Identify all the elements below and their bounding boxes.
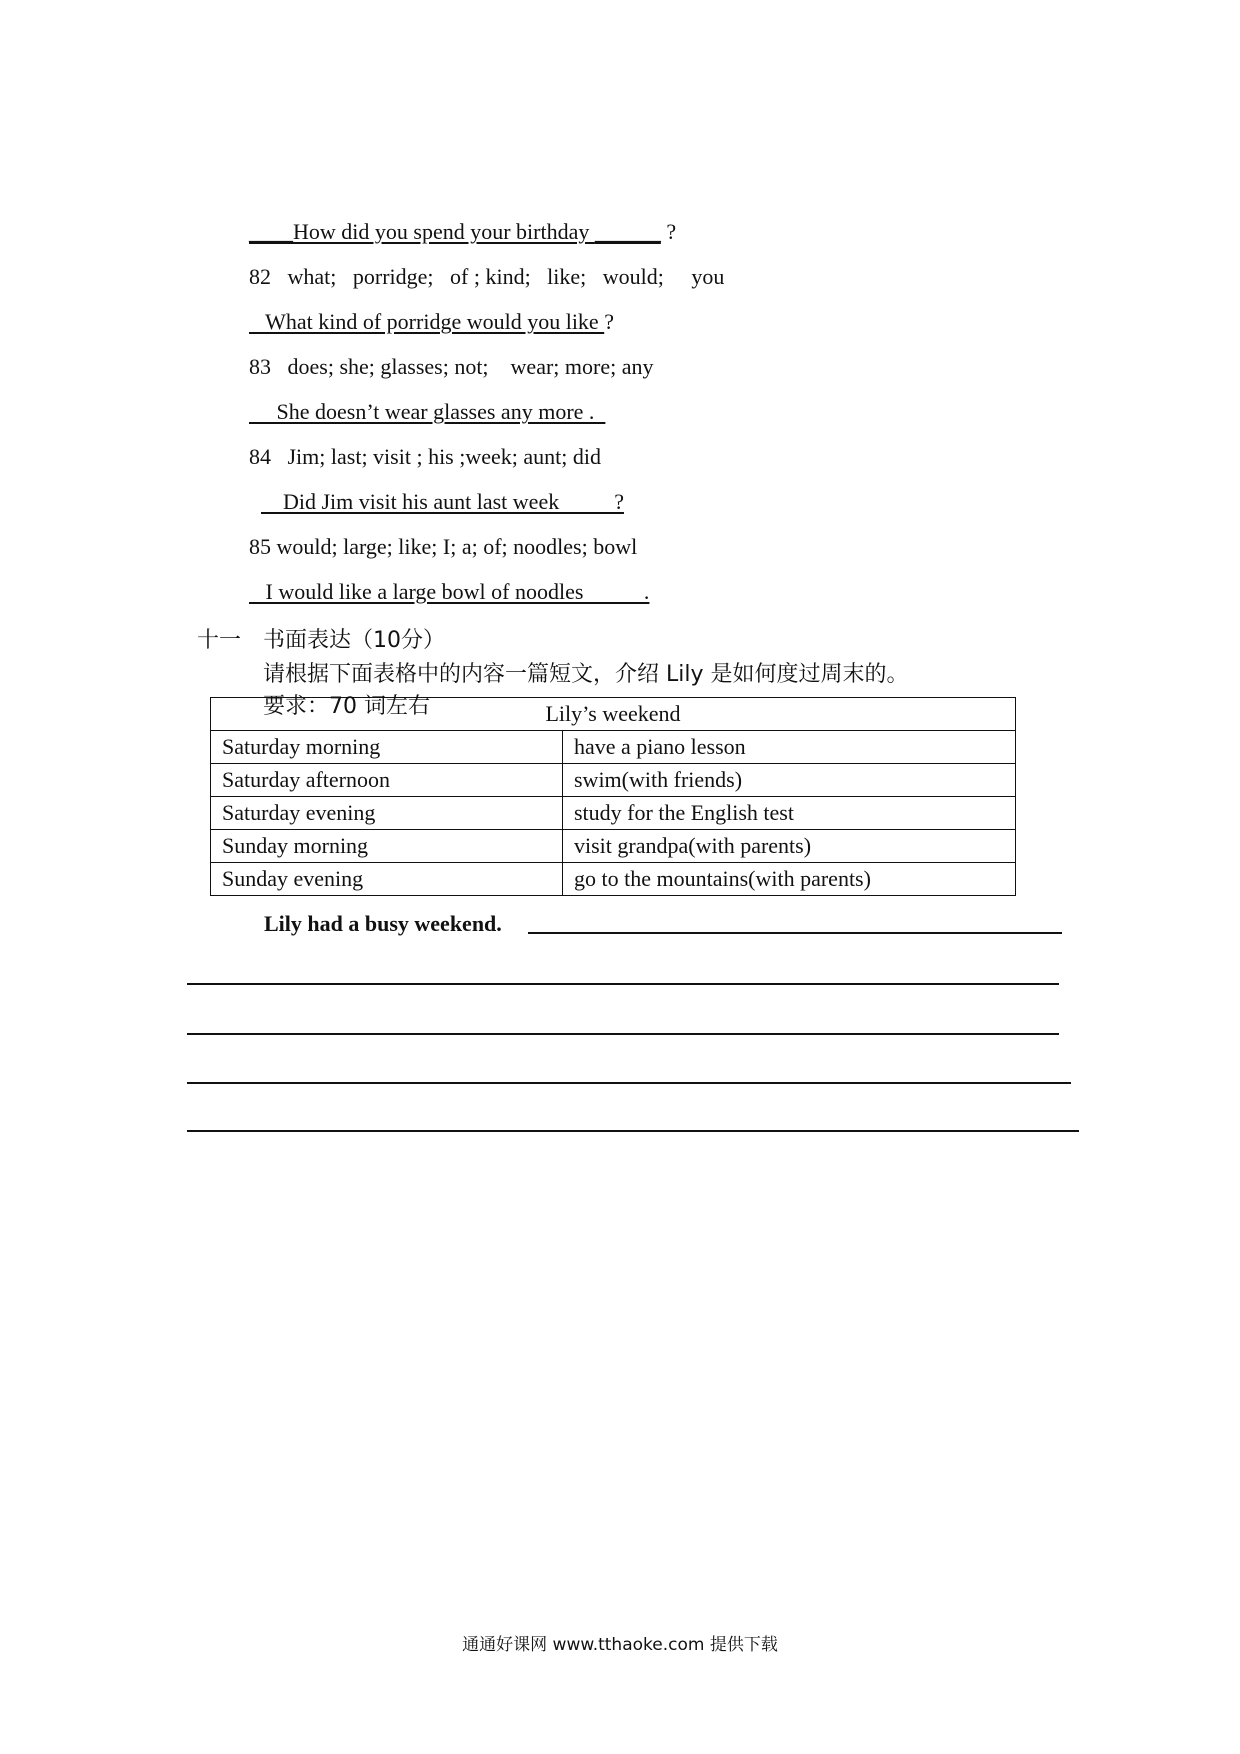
table-row xyxy=(211,764,1016,797)
table-cell-activity: have a piano lesson xyxy=(563,731,1016,764)
section-title: 书面表达（10分） xyxy=(263,628,446,653)
table-cell-time: Sunday evening xyxy=(211,863,563,896)
section-requirement-text: 要求：70 词左右 xyxy=(263,694,430,719)
q81-answer: How did you spend your birthday xyxy=(293,219,595,244)
q85-answer: I would like a large bowl of noodles . xyxy=(249,579,650,604)
q82-words: what; porridge; of ; kind; like; would; you xyxy=(287,264,725,289)
table-row xyxy=(211,731,1016,764)
section-instruction-text: 请根据下面表格中的内容一篇短文，介绍 Lily 是如何度过周末的。 xyxy=(263,662,909,687)
q83-words: does; she; glasses; not; wear; more; any xyxy=(287,354,654,379)
writing-line[interactable] xyxy=(187,1082,1071,1084)
table-cell-activity: swim(with friends) xyxy=(563,764,1016,797)
q83-number: 83 xyxy=(249,354,271,379)
table-row xyxy=(211,797,1016,830)
writing-line[interactable] xyxy=(187,1033,1059,1035)
writing-starter: Lily had a busy weekend. xyxy=(264,911,502,936)
writing-line[interactable] xyxy=(528,932,1062,934)
table-row xyxy=(211,863,1016,896)
table-cell-time: Saturday evening xyxy=(211,797,563,830)
table-row xyxy=(211,830,1016,863)
q82-end-mark: ? xyxy=(604,309,614,334)
writing-line[interactable] xyxy=(187,1130,1079,1132)
section-number: 十一 xyxy=(197,628,242,653)
q84-words: Jim; last; visit ; his ;week; aunt; did xyxy=(287,444,601,469)
q84-number: 84 xyxy=(249,444,271,469)
q84-answer: Did Jim visit his aunt last week ? xyxy=(261,489,624,514)
q81-answer-prefix: ____ xyxy=(249,219,293,244)
weekend-table xyxy=(210,697,1016,896)
table-title: Lily’s weekend xyxy=(211,698,1016,731)
q85-words: would; large; like; I; a; of; noodles; bowl xyxy=(276,534,638,559)
table-cell-activity: go to the mountains(with parents) xyxy=(563,863,1016,896)
q82-answer: What kind of porridge would you like xyxy=(249,309,605,334)
q83-answer: She doesn’t wear glasses any more . xyxy=(249,399,606,424)
q81-answer-suffix: ______ xyxy=(594,219,661,244)
q82-number: 82 xyxy=(249,264,271,289)
writing-line[interactable] xyxy=(187,983,1059,985)
page-footer: 通通好课网 www.tthaoke.com 提供下载 xyxy=(462,1635,778,1655)
table-cell-time: Sunday morning xyxy=(211,830,563,863)
table-title-row xyxy=(211,698,1016,731)
table-cell-activity: study for the English test xyxy=(563,797,1016,830)
table-cell-time: Saturday afternoon xyxy=(211,764,563,797)
q81-end-mark: ? xyxy=(666,219,677,244)
table-cell-activity: visit grandpa(with parents) xyxy=(563,830,1016,863)
q85-number: 85 xyxy=(249,534,271,559)
table-cell-time: Saturday morning xyxy=(211,731,563,764)
